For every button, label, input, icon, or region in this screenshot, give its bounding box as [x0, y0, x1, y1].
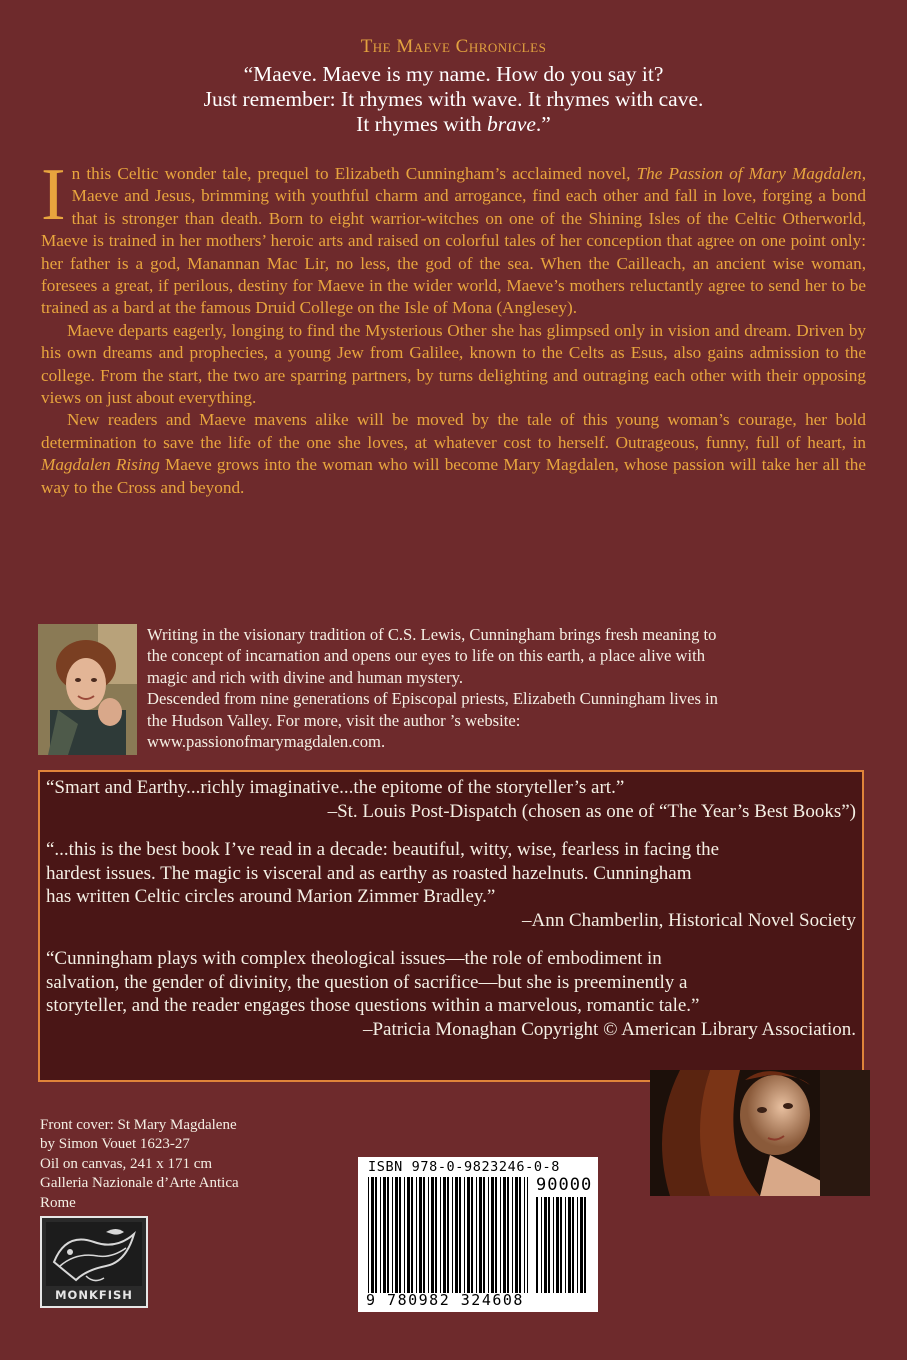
barcode-bar [488, 1177, 489, 1293]
barcode-bar [411, 1177, 413, 1293]
epigraph-line-2: Just remember: It rhymes with wave. It rhymes with cave. [203, 87, 704, 111]
review-line: “Cunningham plays with complex theological issues—the role of embodiment in [46, 948, 662, 969]
barcode-bar [572, 1197, 574, 1293]
review-line: “...this is the best book I’ve read in a decade: beautiful, witty, wise, fearless in facing the [46, 839, 720, 860]
synopsis-paragraph-2: Maeve departs eagerly, longing to find the Mysterious Other she has glimpsed only in vision and dream. Driven by his own dreams and prophecies, a young Jew from Galilee, known to the Celts as Esus, also gains admission to the college. From the start, the two are sparring partners, by turns delighting and outraging each other with their opposing views on just about everything. [41, 320, 866, 408]
barcode-bar [519, 1177, 521, 1293]
review-source: –Patricia Monaghan Copyright © American Library Association. [362, 1018, 856, 1040]
barcode-bar [392, 1177, 393, 1293]
barcode-bar [407, 1177, 410, 1293]
cover-credit-line: Oil on canvas, 241 x 171 cm [40, 1155, 213, 1172]
barcode-bar [387, 1177, 389, 1293]
barcode-bar [548, 1197, 550, 1293]
barcode-bar [447, 1177, 449, 1293]
barcode-bar [479, 1177, 482, 1293]
barcode-bar [565, 1197, 566, 1293]
barcode-bar [527, 1177, 528, 1293]
barcode-bar [560, 1197, 562, 1293]
barcode-bar [404, 1177, 405, 1293]
series-title: The Maeve Chronicles [360, 36, 547, 57]
review-line: storyteller, and the reader engages those questions within a marvelous, romantic tale.” [46, 995, 700, 1016]
monkfish-logo-icon [46, 1222, 142, 1286]
barcode-bar [440, 1177, 441, 1293]
book-title-reference: Magdalen Rising [41, 455, 160, 475]
barcode-bars [368, 1177, 528, 1293]
cover-painting-detail [650, 1070, 870, 1196]
barcode-bar [536, 1197, 538, 1293]
review-line: has written Celtic circles around Marion Zimmer Bradley.” [46, 886, 496, 907]
author-bio-line: the Hudson Valley. For more, visit the author ’s website: [147, 710, 521, 730]
barcode-bar [524, 1177, 525, 1293]
author-bio-line: magic and rich with divine and human mystery. [147, 667, 463, 687]
cover-credit-line: Front cover: St Mary Magdalene [40, 1117, 237, 1133]
drop-cap: I [41, 154, 66, 236]
barcode-bar [459, 1177, 461, 1293]
barcode-bar [483, 1177, 485, 1293]
barcode-bar [471, 1177, 473, 1293]
barcode-bar [568, 1197, 571, 1293]
review-quote [46, 776, 856, 823]
barcode-bar [395, 1177, 398, 1293]
synopsis-paragraph-1: In this Celtic wonder tale, prequel to Elizabeth Cunningham’s acclaimed novel, The Passion of Mary Magdalen, Maeve and Jesus, brimming with youthful charm and arrogance, find each other and fall in love, forging a bond that is stronger than death. Born to eight warrior-witches on one of the Shining Isles of the Celtic Otherworld, Maeve is trained in her mothers’ heroic arts and raised on colorful tales of her conception that agree on one point only: her father is a god, Manannan Mac Lir, no less, the god of the sea. When the Cailleach, an ancient wise woman, foresees a great, if perilous, destiny for Maeve in the wider world, Maeve’s mothers reluctantly agree to send her to be trained as a bard at the famous Druid College on the Isle of Mona (Anglesey). [41, 154, 866, 318]
barcode-bar [467, 1177, 470, 1293]
author-photo [38, 624, 137, 755]
barcode-bar [500, 1177, 501, 1293]
author-bio-line: Descended from nine generations of Episcopal priests, Elizabeth Cunningham lives in [147, 689, 718, 709]
author-bio [147, 624, 872, 752]
cover-credit [40, 1116, 239, 1213]
barcode-bar [553, 1197, 554, 1293]
barcode-bar [431, 1177, 434, 1293]
synopsis [41, 154, 866, 499]
barcode-bar [383, 1177, 386, 1293]
barcode-bar [416, 1177, 417, 1293]
barcode-bar [443, 1177, 446, 1293]
cover-credit-line: Rome [40, 1194, 76, 1211]
barcode-bar [375, 1177, 377, 1293]
barcode-bar [452, 1177, 453, 1293]
review-source: –Ann Chamberlin, Historical Novel Society [521, 909, 856, 931]
barcode-bar [556, 1197, 559, 1293]
review-line: hardest issues. The magic is visceral and as earthy as roasted hazelnuts. Cunningham [46, 862, 692, 884]
epigraph-line-1: “Maeve. Maeve is my name. How do you say it? [243, 62, 664, 86]
barcode-bar [495, 1177, 497, 1293]
barcode-bar [380, 1177, 381, 1293]
author-website: www.passionofmarymagdalen.com. [147, 732, 386, 752]
book-title-reference: The Passion of Mary Magdalen [636, 164, 862, 183]
barcode-bar [577, 1197, 578, 1293]
barcode-bar [491, 1177, 494, 1293]
barcode-bar [419, 1177, 422, 1293]
barcode-bar [476, 1177, 477, 1293]
barcode-bar [368, 1177, 369, 1293]
barcode-bar [399, 1177, 401, 1293]
price-code: 90000 [536, 1175, 593, 1195]
barcode-bar [507, 1177, 509, 1293]
barcode-bar [464, 1177, 465, 1293]
barcode-bar [584, 1197, 586, 1293]
cover-credit-line: Galleria Nazionale d’Arte Antica [40, 1175, 239, 1192]
cover-credit-line: by Simon Vouet 1623-27 [40, 1136, 190, 1153]
author-bio-line: Writing in the visionary tradition of C.S. Lewis, Cunningham brings fresh meaning to [147, 625, 717, 644]
epigraph-emphasis: brave [486, 112, 536, 136]
barcode-bar [580, 1197, 583, 1293]
barcode-bar [455, 1177, 458, 1293]
review-quote [46, 947, 856, 1041]
barcode-bar [435, 1177, 437, 1293]
synopsis-paragraph-3: New readers and Maeve mavens alike will be moved by the tale of this young woman’s courage, her bold determination to save the life of the one she loves, at whatever cost to herself. Outrageous, funny, full of heart, in Magdalen Rising Maeve grows into the woman who will become Mary Magdalen, whose passion will take her all the way to the Cross and beyond. [41, 410, 866, 497]
barcode-bar [541, 1197, 542, 1293]
publisher-logo [40, 1216, 148, 1308]
barcode-bar [428, 1177, 429, 1293]
barcode-bar [512, 1177, 513, 1293]
review-line: “Smart and Earthy...richly imaginative...the epitome of the storyteller’s art.” [46, 777, 625, 798]
barcode-bar [423, 1177, 425, 1293]
epigraph-quote [0, 62, 907, 137]
isbn-barcode [358, 1157, 598, 1312]
author-bio-line: the concept of incarnation and opens our eyes to life on this earth, a place alive with [147, 646, 705, 666]
review-quote [46, 838, 856, 932]
isbn-text: ISBN 978-0-9823246-0-8 [368, 1159, 561, 1175]
barcode-bar [371, 1177, 374, 1293]
reviews-box [38, 770, 864, 1082]
publisher-name: MONKFISH [55, 1288, 133, 1302]
addon-barcode-bars [536, 1197, 588, 1293]
barcode-digits: 9 780982 324608 [366, 1291, 524, 1309]
barcode-bar [544, 1197, 547, 1293]
review-line: salvation, the gender of divinity, the question of sacrifice—but she is preeminently a [46, 971, 688, 993]
epigraph-line-3: It rhymes with brave.” [356, 112, 551, 136]
review-source: –St. Louis Post-Dispatch (chosen as one of “The Year’s Best Books”) [327, 800, 856, 822]
barcode-bar [503, 1177, 506, 1293]
barcode-bar [515, 1177, 518, 1293]
